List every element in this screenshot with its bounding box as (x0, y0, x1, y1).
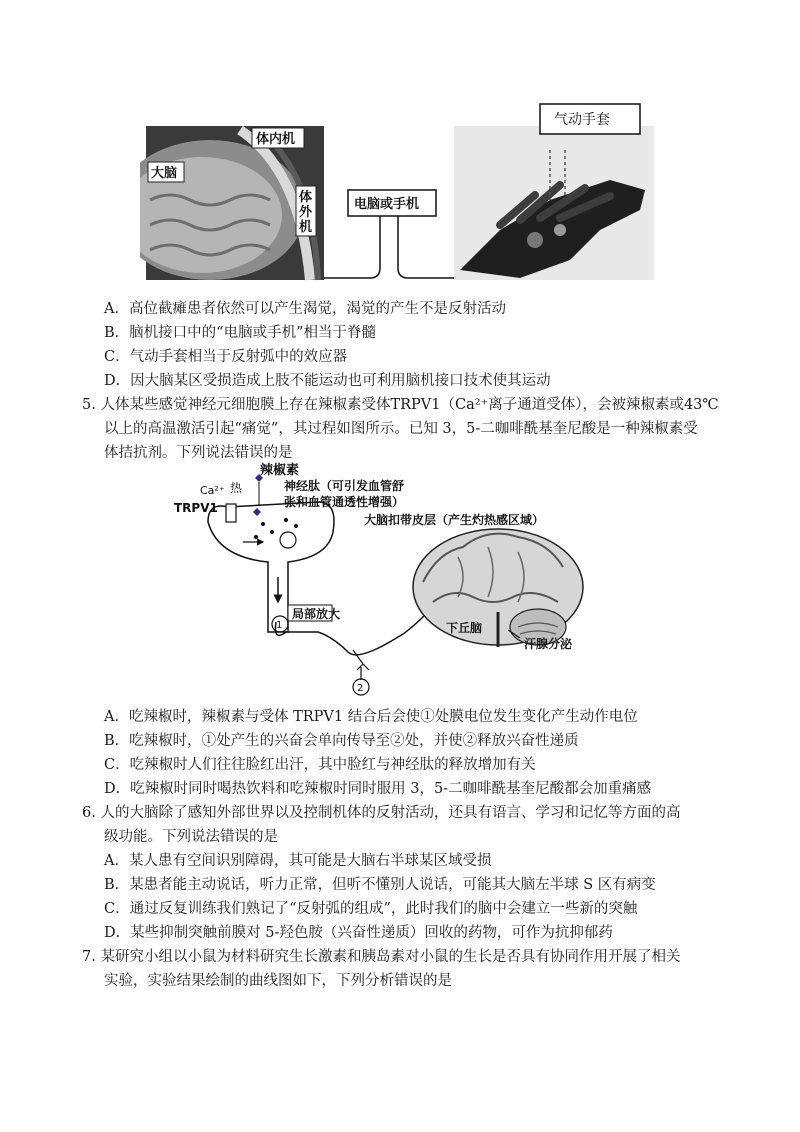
q6-option-a: A．某人患有空间识别障碍，其可能是大脑右半球某区域受损 (104, 853, 492, 869)
label-ca: Ca²⁺ (200, 484, 225, 497)
q6-stem-line-2: 级功能。下列说法错误的是 (104, 829, 278, 845)
q5-option-d: D．吃辣椒时同时喝热饮料和吃辣椒时同时服用 3，5-二咖啡酰基奎尼酸都会加重痛感 (104, 781, 652, 797)
label-sweat: 汗腺分泌 (524, 637, 573, 651)
label-brain: 大脑 (151, 166, 178, 181)
label-hypothalamus: 下丘脑 (446, 621, 483, 635)
label-neuropeptide-1: 神经肽（可引发血管舒 (284, 479, 405, 493)
q6-option-b: B．某患者能主动说话，听力正常，但听不懂别人说话，可能其大脑左半球 S 区有病变 (104, 877, 656, 893)
q5-stem-line-3: 体拮抗剂。下列说法错误的是 (104, 445, 293, 461)
q4-option-d: D．因大脑某区受损造成上肢不能运动也可利用脑机接口技术使其运动 (104, 373, 551, 389)
q7-stem-line-2: 实验，实验结果绘制的曲线图如下，下列分析错误的是 (104, 973, 452, 989)
label-internal: 体内机 (256, 132, 296, 147)
q5-stem-line-2: 以上的高温激活引起“痛觉”，其过程如图所示。已知 3，5-二咖啡酰基奎尼酸是一种辣椒素受 (104, 421, 698, 437)
q5-option-a: A．吃辣椒时，辣椒素与受体 TRPV1 结合后会使①处膜电位发生变化产生动作电位 (104, 709, 638, 725)
q6-option-d: D．某些抑制突触前膜对 5-羟色胺（兴奋性递质）回收的药物，可作为抗抑郁药 (104, 925, 613, 941)
q6-stem-line-1: 6. 人的大脑除了感知外部世界以及控制机体的反射活动，还具有语言、学习和记忆等方面的高 (82, 805, 681, 821)
label-cortex: 大脑扣带皮层（产生灼热感区域） (364, 513, 545, 527)
label-neuropeptide-2: 张和血管通透性增强） (284, 495, 405, 509)
label-external: 体外机 (299, 190, 313, 235)
q4-option-a: A．高位截瘫患者依然可以产生渴觉，渴觉的产生不是反射活动 (104, 301, 506, 317)
q5-option-c: C．吃辣椒时人们往往脸红出汗，其中脸红与神经肽的释放增加有关 (104, 757, 536, 773)
figure-brain-computer-interface (140, 100, 660, 285)
q4-option-c: C．气动手套相当于反射弧中的效应器 (104, 349, 348, 365)
label-trpv1: TRPV1 (174, 501, 218, 515)
figure-pain-pathway (168, 462, 598, 702)
q6-option-c: C．通过反复训练我们熟记了“反射弧的组成”，此时我们的脑中会建立一些新的突触 (104, 901, 638, 917)
label-computer: 电脑或手机 (354, 197, 420, 212)
label-heat: 热 (230, 481, 243, 495)
label-local-enlarge: 局部放大 (292, 607, 341, 621)
q5-stem-line-1: 5. 人体某些感觉神经元细胞膜上存在辣椒素受体TRPV1（Ca²⁺离子通道受体），会被辣椒素或43℃ (82, 397, 719, 413)
q5-option-b: B．吃辣椒时，①处产生的兴奋会单向传导至②处，并使②释放兴奋性递质 (104, 733, 579, 749)
bci-illustration (140, 100, 660, 285)
label-capsaicin: 辣椒素 (260, 463, 300, 478)
q7-stem-line-1: 7. 某研究小组以小鼠为材料研究生长激素和胰岛素对小鼠的生长是否具有协同作用开展了相关 (82, 949, 681, 965)
q4-option-b: B．脑机接口中的“电脑或手机”相当于脊髓 (104, 325, 376, 341)
marker-1-label: 1 (276, 620, 283, 631)
trpv1-channel (226, 504, 236, 522)
pain-pathway-illustration (168, 462, 598, 702)
marker-2-label: 2 (357, 683, 364, 694)
label-glove: 气动手套 (554, 112, 610, 128)
